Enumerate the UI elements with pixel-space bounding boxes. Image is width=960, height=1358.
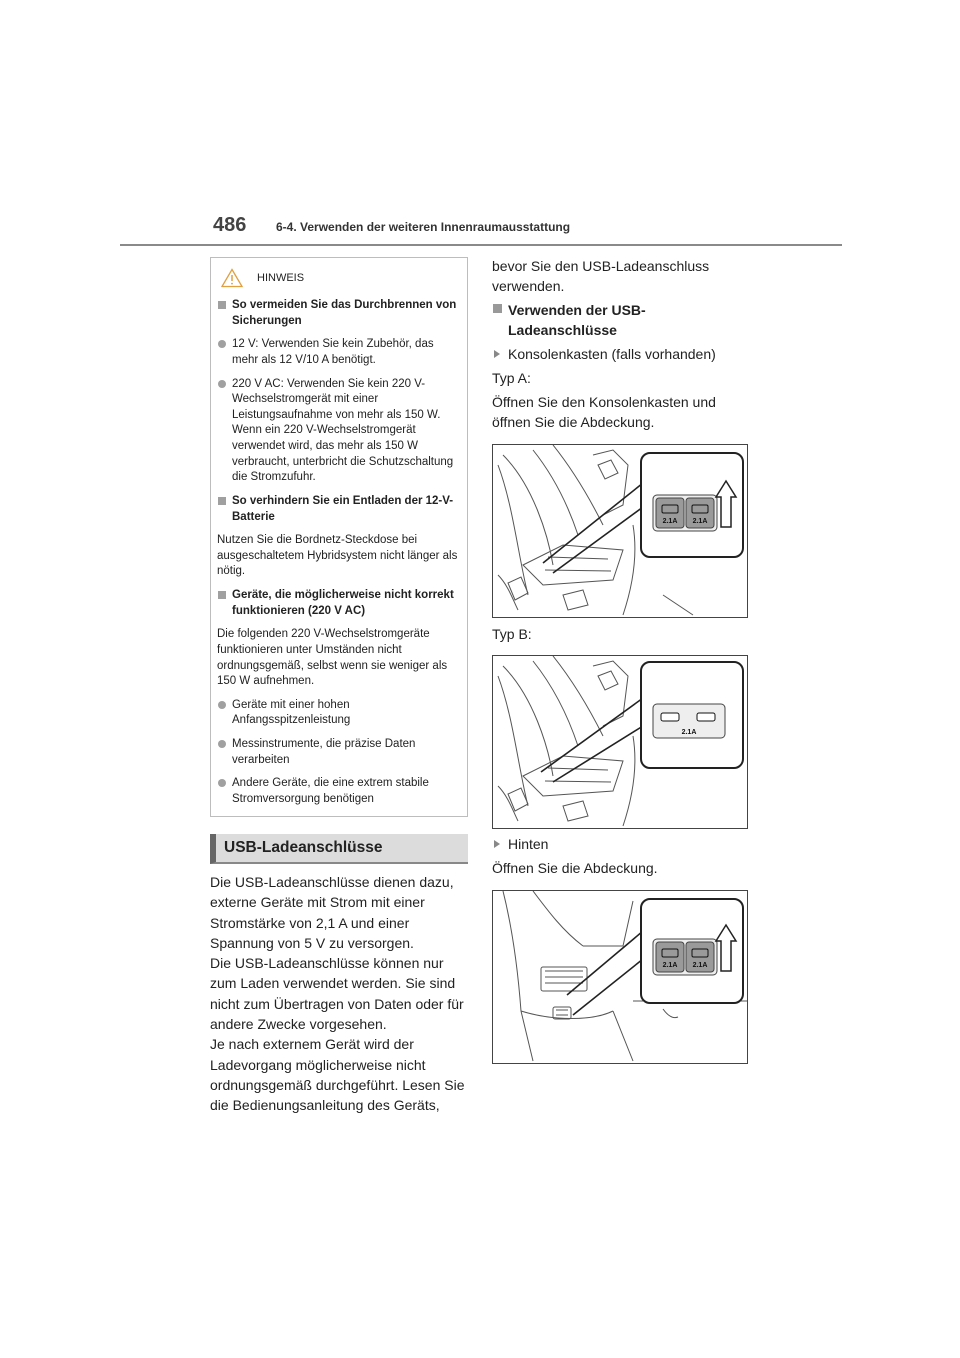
console-illustration-b (493, 656, 748, 829)
warning-icon (221, 268, 243, 288)
notice-text: Die folgenden 220 V-Wechselstromgeräte funktionieren unter Umständen nicht ordnungsgemäß, selbst wenn sie weniger als 150 W aufnehmen. (217, 628, 448, 688)
dot-bullet-icon (218, 740, 226, 748)
header-rule (120, 244, 842, 246)
type-a-text: Öffnen Sie den Konsolenkasten und öffnen Sie die Abdeckung. (492, 394, 716, 431)
notice-title: HINWEIS (257, 271, 305, 284)
type-b-label: Typ B: (492, 626, 532, 642)
notice-heading: Geräte, die möglicherweise nicht korrekt funktionieren (220 V AC) (217, 588, 461, 619)
notice-bullet: Andere Geräte, die eine extrem stabile Stromversorgung benötigen (217, 776, 461, 807)
console-illustration-a (493, 445, 748, 618)
figure-rear (492, 890, 748, 1064)
square-bullet-icon (218, 301, 226, 309)
dot-bullet-icon (218, 701, 226, 709)
rear-text: Öffnen Sie die Abdeckung. (492, 860, 658, 876)
notice-header (217, 264, 461, 292)
notice-bullet: 12 V: Verwenden Sie kein Zubehör, das mehr als 12 V/10 A benötigt. (217, 337, 461, 368)
port-label: 2.1A (662, 518, 678, 525)
section-heading: USB-Ladeanschlüsse (210, 834, 468, 864)
type-a-label: Typ A: (492, 370, 531, 386)
dot-bullet-icon (218, 340, 226, 348)
triangle-bullet-icon (494, 840, 500, 848)
notice-heading: So verhindern Sie ein Entladen der 12-V-Batterie (217, 494, 461, 525)
paragraph: Die USB-Ladeanschlüsse dienen dazu, externe Geräte mit Strom mit einer Stromstärke von 2,1 A und einer Spannung von 5 V zu versorgen. (210, 874, 454, 951)
rear-console-illustration (493, 891, 748, 1064)
figure-type-a (492, 444, 748, 618)
console-item: Konsolenkasten (falls vorhanden) (492, 344, 754, 364)
section-title: 6-4. Verwenden der weiteren Innenraumausstattung (276, 220, 571, 234)
page-number: 486 (213, 214, 247, 236)
triangle-bullet-icon (494, 350, 500, 358)
port-label: 2.1A (692, 962, 708, 969)
section-body (210, 872, 468, 1116)
dot-bullet-icon (218, 779, 226, 787)
notice-text: Nutzen Sie die Bordnetz-Steckdose bei ausgeschaltetem Hybridsystem nicht länger als nötig. (217, 534, 458, 578)
port-label: 2.1A (662, 962, 678, 969)
figure-type-b (492, 655, 748, 829)
notice-bullet: Messinstrumente, die präzise Daten verarbeiten (217, 737, 461, 768)
dot-bullet-icon (218, 380, 226, 388)
port-label: 2.1A (681, 729, 697, 736)
paragraph: Je nach externem Gerät wird der Ladevorgang möglicherweise nicht ordnungsgemäß durchgeführt. Lesen Sie die Bedienungsanleitung des Geräts, (210, 1036, 465, 1114)
square-bullet-icon (493, 304, 502, 313)
port-label: 2.1A (692, 518, 708, 525)
square-bullet-icon (218, 591, 226, 599)
notice-box (210, 257, 468, 817)
notice-bullet: Geräte mit einer hohen Anfangsspitzenleistung (217, 698, 461, 729)
continuation-text: bevor Sie den USB-Ladeanschluss verwenden. (492, 258, 710, 295)
notice-bullet: 220 V AC: Verwenden Sie kein 220 V-Wechselstromgerät mit einer Leistungsaufnahme von mehr als 150 W. Wenn ein 220 V-Wechselstromgerät verwendet wird, das mehr als 150 W verbraucht, unterbricht die Schutzschaltung die Stromzufuhr. (217, 377, 461, 486)
square-bullet-icon (218, 497, 226, 505)
notice-heading: So vermeiden Sie das Durchbrennen von Sicherungen (217, 298, 461, 329)
rear-item: Hinten (492, 834, 754, 854)
paragraph: Die USB-Ladeanschlüsse können nur zum Laden verwendet werden. Sie sind nicht zum Übertragen von Daten oder für andere Zwecke vorgesehen. (210, 955, 464, 1033)
subheading: Verwenden der USB-Ladeanschlüsse (492, 300, 754, 341)
